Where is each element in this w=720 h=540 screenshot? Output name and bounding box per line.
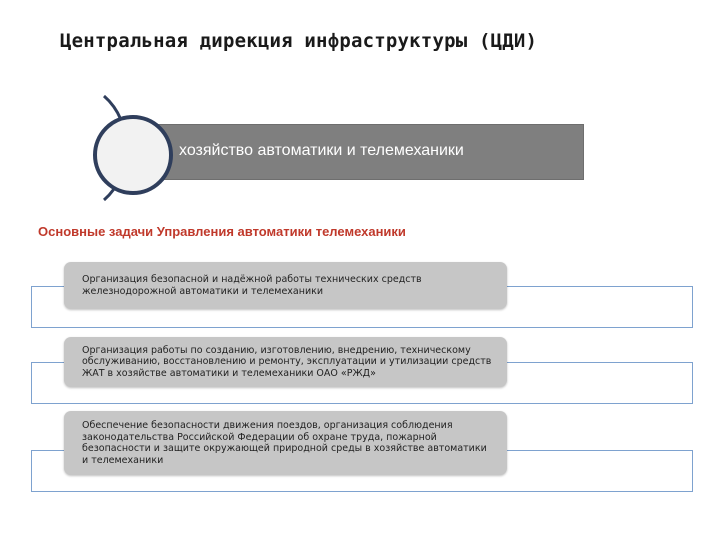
section-heading: Основные задачи Управления автоматики телемеханики — [38, 224, 406, 239]
task-item-2 — [64, 337, 507, 387]
circle-badge — [93, 115, 173, 195]
page-title: Центральная дирекция инфраструктуры (ЦДИ) — [60, 30, 538, 52]
banner-label: хозяйство автоматики и телемеханики — [179, 142, 464, 159]
task-item-1 — [64, 262, 507, 309]
task-text-1: Организация безопасной и надёжной работы технических средств железнодорожной автоматики и телемеханики — [82, 274, 422, 297]
task-item-3 — [64, 411, 507, 475]
task-text-2: Организация работы по созданию, изготовлению, внедрению, техническому обслуживанию, восстановлению и ремонту, эксплуатации и утилизации средств ЖАТ в хозяйстве автоматики и телемеханики ОАО «РЖД» — [82, 344, 492, 379]
task-text-3: Обеспечение безопасности движения поездов, организация соблюдения законодательства Российской Федерации об охране труда, пожарной безопасности и защите окружающей природной среды в хозяйстве автоматики и телемеханики — [82, 420, 487, 466]
banner — [150, 124, 584, 180]
